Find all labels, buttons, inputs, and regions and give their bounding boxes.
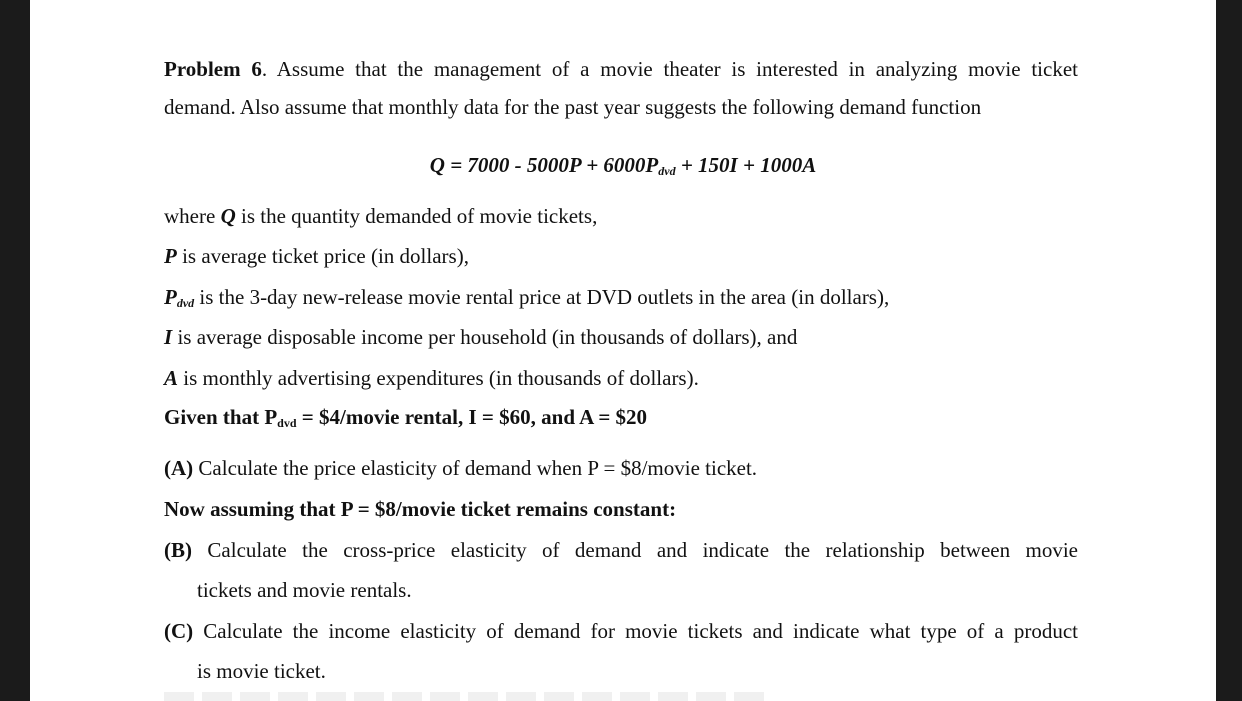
problem-intro-line-1: [164, 56, 1078, 82]
definition-subscript: dvd: [176, 296, 195, 310]
question-b-label: (B): [164, 538, 192, 562]
demand-equation: [30, 152, 1216, 178]
problem-intro-line-2: demand. Also assume that monthly data for the past year suggests the following demand function: [164, 95, 982, 119]
definition-i: [164, 324, 797, 350]
equation-part-1: = 7000 - 5000P + 6000P: [444, 153, 659, 177]
question-a: [164, 455, 757, 481]
definition-var: P: [164, 244, 177, 268]
document-page: [30, 0, 1216, 701]
given-values: [164, 404, 647, 430]
definition-var: Q: [220, 204, 236, 228]
definition-p: [164, 243, 469, 269]
equation-lhs: Q: [429, 153, 445, 177]
definition-var: I: [164, 325, 173, 349]
definition-text: is average ticket price (in dollars),: [176, 244, 469, 268]
definition-text: is the quantity demanded of movie tickets,: [235, 204, 598, 228]
equation-subscript: dvd: [658, 164, 676, 178]
assumption-note: Now assuming that P = $8/movie ticket remains constant:: [164, 497, 677, 521]
question-c-line-1: [164, 618, 1078, 644]
question-b-text: Calculate the cross-price elasticity of demand and indicate the relationship between movie: [192, 538, 1078, 562]
question-b-line-1: [164, 537, 1078, 563]
question-c-label: (C): [164, 619, 194, 643]
definition-var: A: [164, 366, 179, 390]
definition-text: is the 3-day new-release movie rental price at DVD outlets in the area (in dollars),: [194, 285, 890, 309]
definition-q: [164, 203, 597, 229]
definition-text: is average disposable income per household (in thousands of dollars), and: [172, 325, 798, 349]
definition-a: [164, 365, 699, 391]
definition-text: is monthly advertising expenditures (in thousands of dollars).: [178, 366, 699, 390]
equation-part-2: + 150I + 1000A: [675, 153, 817, 177]
definition-pdvd: [164, 284, 889, 310]
problem-label: Problem 6: [164, 57, 262, 81]
question-a-label: (A): [164, 456, 194, 480]
question-c-text: Calculate the income elasticity of demand for movie tickets and indicate what type of a product: [193, 619, 1078, 643]
question-b-line-2: tickets and movie rentals.: [197, 578, 412, 602]
question-a-text: Calculate the price elasticity of demand when P = $8/movie ticket.: [193, 456, 758, 480]
definition-var: P: [164, 285, 177, 309]
problem-intro-text: . Assume that the management of a movie theater is interested in analyzing movie ticket: [261, 57, 1078, 81]
cut-off-text-line: [164, 692, 764, 701]
given-prefix: Given that P: [164, 405, 278, 429]
definition-prefix: where: [164, 204, 221, 228]
question-c-line-2: is movie ticket.: [197, 659, 326, 683]
given-rest: = $4/movie rental, I = $60, and A = $20: [296, 405, 648, 429]
given-subscript: dvd: [277, 416, 297, 430]
